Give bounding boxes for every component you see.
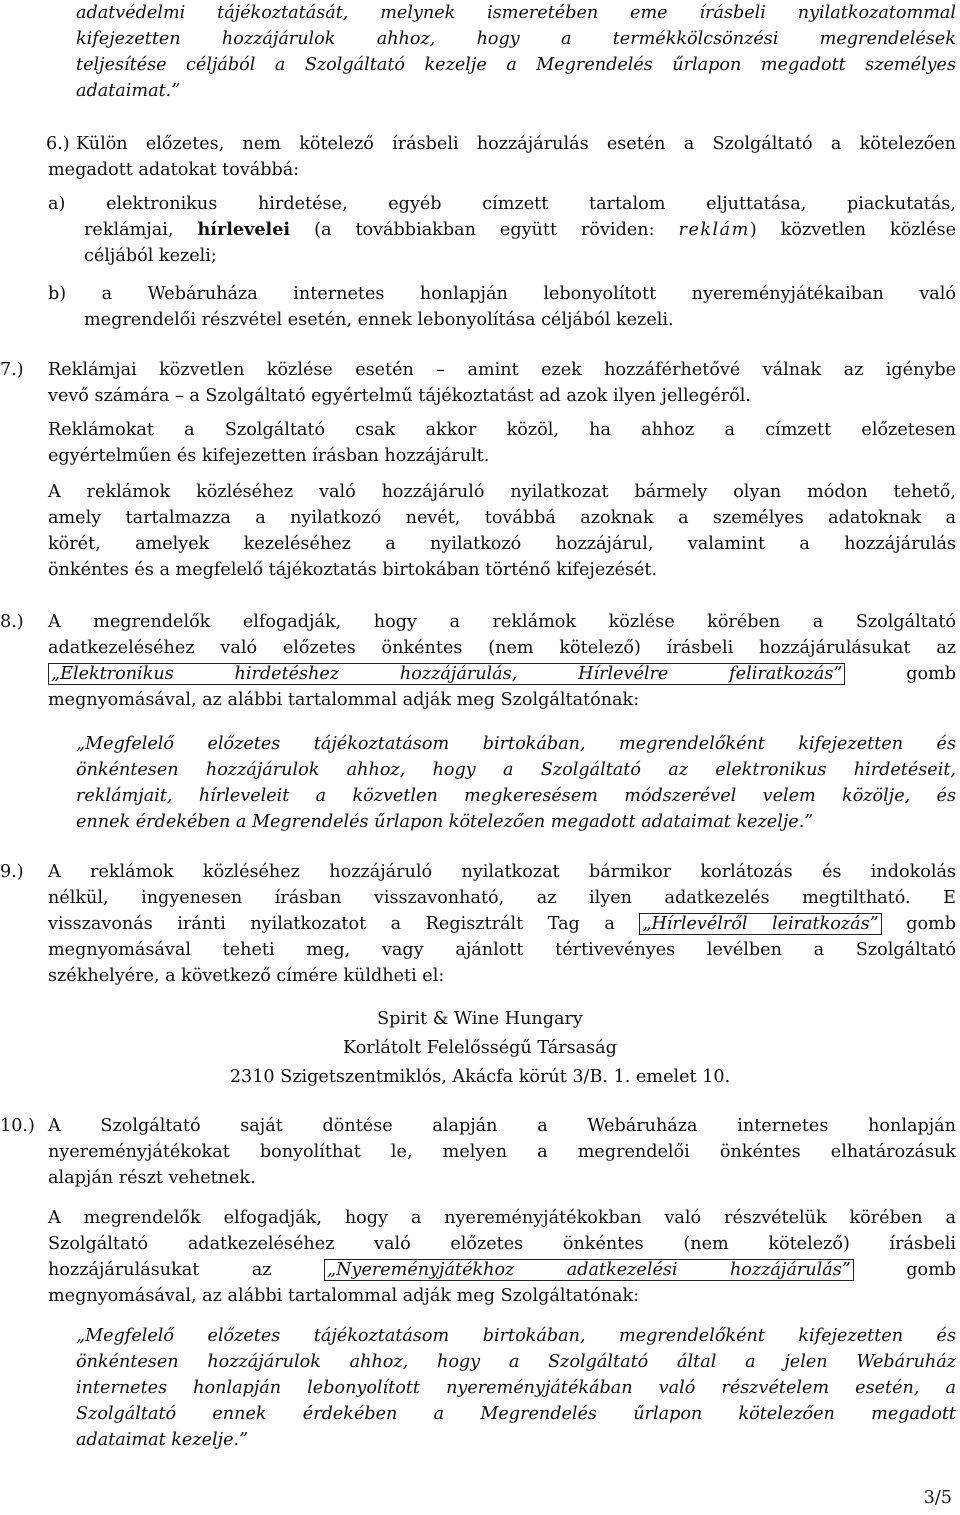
section-number: 10.) — [0, 1116, 35, 1136]
text-line — [48, 1257, 956, 1283]
text-line: nélkül, ingyenesen írásban visszavonható, az ilyen adatkezelés megtiltható. E — [48, 888, 956, 908]
company-address — [0, 1005, 960, 1092]
text-line: „Megfelelő előzetes tájékoztatásom birtokában, megrendelőként kifejezetten és — [76, 734, 956, 754]
text-line: alapján részt vehetnek. — [48, 1168, 256, 1188]
section-7-para-2 — [48, 417, 956, 469]
text-line: a) elektronikus hirdetése, egyéb címzett tartalom eljuttatása, piackutatás, — [48, 194, 956, 214]
text-line: önkéntesen hozzájárulok ahhoz, hogy a Szolgáltató az elektronikus hirdetéseit, — [76, 760, 956, 780]
text-line: megnyomásával teheti meg, vagy ajánlott tértivevényes levélben a Szolgáltató — [48, 940, 956, 960]
text-line: A megrendelők elfogadják, hogy a nyereményjátékokban való részvételük körében a — [48, 1208, 956, 1228]
section-8-quote — [76, 731, 956, 835]
section-8 — [48, 609, 956, 713]
section-6-item-b — [48, 281, 956, 333]
text-fragment: gomb — [906, 1260, 957, 1280]
section-number: 9.) — [0, 862, 24, 882]
section-6 — [48, 131, 956, 183]
text-line: Szolgáltató ennek érdekében a Megrendelés űrlapon kötelezően megadott — [76, 1404, 956, 1424]
text-line: kifejezetten hozzájárulok ahhoz, hogy a termékkölcsönzési megrendelések — [76, 29, 956, 49]
company-name: Spirit & Wine Hungary — [377, 1009, 583, 1029]
text-line: megnyomásával, az alábbi tartalommal adják meg Szolgáltatónak: — [48, 690, 640, 710]
spaced-term: reklám — [678, 220, 750, 240]
text-line: amely tartalmazza a nyilatkozó nevét, továbbá azoknak a személyes adatoknak a — [48, 508, 956, 528]
intro-quote — [76, 0, 956, 104]
section-number: 8.) — [0, 612, 24, 632]
text-line: adataimat kezelje.” — [76, 1430, 249, 1450]
text-line: megadott adatokat továbbá: — [48, 160, 300, 180]
text-line: internetes honlapján lebonyolított nyereményjátékában való részvételem esetén, a — [76, 1378, 956, 1398]
company-street: 2310 Szigetszentmiklós, Akácfa körút 3/B. 1. emelet 10. — [229, 1067, 731, 1087]
text-line: Reklámjai közvetlen közlése esetén – amint ezek hozzáférhetővé válnak az igénybe — [48, 360, 956, 380]
section-9 — [48, 859, 956, 989]
text-line: A reklámok közléséhez való hozzájáruló nyilatkozat bármely olyan módon tehető, — [48, 482, 956, 502]
text-line: megnyomásával, az alábbi tartalommal adják meg Szolgáltatónak: — [48, 1286, 640, 1306]
text-line: adatkezeléséhez való előzetes önkéntes (nem kötelező) írásbeli hozzájárulásukat az — [48, 638, 956, 658]
text-line — [48, 217, 956, 243]
section-6-item-a — [48, 191, 956, 269]
text-line: reklámjait, hírleveleit a közvetlen megkeresésem módszerével velem közölje, és — [76, 786, 956, 806]
bold-term: hírlevelei — [197, 219, 291, 240]
text-fragment: ) közvetlen közlése — [749, 220, 957, 240]
section-7 — [48, 357, 956, 409]
section-number: 6.) — [46, 134, 70, 154]
text-line: Külön előzetes, nem kötelező írásbeli hozzájárulás esetén a Szolgáltató a kötelezően — [76, 134, 956, 154]
text-fragment: reklámjai, — [84, 220, 174, 240]
text-line: önkéntes és a megfelelő tájékoztatás birtokában történő kifejezését. — [48, 560, 658, 580]
text-line — [48, 911, 956, 937]
section-10 — [48, 1113, 956, 1191]
text-line: céljából kezeli; — [84, 246, 217, 266]
text-line: A megrendelők elfogadják, hogy a reklámok közlése körében a Szolgáltató — [48, 612, 956, 632]
text-fragment: visszavonás iránti nyilatkozatot a Regisztrált Tag a — [48, 914, 615, 934]
text-line: önkéntesen hozzájárulok ahhoz, hogy a Szolgáltató által a jelen Webáruház — [76, 1352, 956, 1372]
page-number: 3/5 — [923, 1488, 952, 1508]
section-10-para-2 — [48, 1205, 956, 1309]
prize-game-consent-button-label[interactable]: „Nyereményjátékhoz adatkezelési hozzájárulás” — [324, 1259, 854, 1281]
text-line: Reklámokat a Szolgáltató csak akkor közöl, ha ahhoz a címzett előzetesen — [48, 420, 956, 440]
text-line: nyereményjátékokat bonyolíthat le, melyen a megrendelői önkéntes elhatározásuk — [48, 1142, 956, 1162]
section-number: 7.) — [0, 360, 24, 380]
unsubscribe-newsletter-button-label[interactable]: „Hírlevélről leiratkozás” — [639, 913, 881, 935]
text-fragment: gomb — [906, 914, 956, 934]
company-form: Korlátolt Felelősségű Társaság — [343, 1038, 617, 1058]
text-line: „Megfelelő előzetes tájékoztatásom birtokában, megrendelőként kifejezetten és — [76, 1326, 956, 1346]
subscribe-newsletter-button-label[interactable]: „Elektronikus hirdetéshez hozzájárulás, Hírlevélre feliratkozás” — [48, 663, 845, 685]
text-line — [48, 661, 956, 687]
text-line: székhelyére, a következő címére küldheti el: — [48, 966, 445, 986]
text-line: Szolgáltató adatkezeléséhez való előzetes önkéntes (nem kötelező) írásbeli — [48, 1234, 956, 1254]
text-fragment: gomb — [906, 664, 956, 684]
section-10-quote — [76, 1323, 956, 1453]
text-line: adataimat.” — [76, 81, 181, 101]
text-fragment: (a továbbiakban együtt röviden: — [314, 220, 655, 240]
text-line: adatvédelmi tájékoztatását, melynek ismeretében eme írásbeli nyilatkozatommal — [76, 3, 956, 23]
text-line: A Szolgáltató saját döntése alapján a Webáruháza internetes honlapján — [48, 1116, 956, 1136]
text-line: megrendelői részvétel esetén, ennek lebonyolítása céljából kezeli. — [84, 310, 674, 330]
section-7-para-3 — [48, 479, 956, 583]
text-line: egyértelműen és kifejezetten írásban hozzájárult. — [48, 446, 490, 466]
text-line: b) a Webáruháza internetes honlapján lebonyolított nyereményjátékaiban való — [48, 284, 956, 304]
text-line: vevő számára – a Szolgáltató egyértelmű tájékoztatást ad azok ilyen jellegéről. — [48, 386, 751, 406]
text-line: A reklámok közléséhez hozzájáruló nyilatkozat bármikor korlátozás és indokolás — [48, 862, 956, 882]
text-line: ennek érdekében a Megrendelés űrlapon kötelezően megadott adataimat kezelje.” — [76, 812, 814, 832]
text-line: körét, amelyek kezeléséhez a nyilatkozó hozzájárul, valamint a hozzájárulás — [48, 534, 956, 554]
text-fragment: hozzájárulásukat az — [48, 1260, 272, 1280]
text-line: teljesítése céljából a Szolgáltató kezelje a Megrendelés űrlapon megadott személyes — [76, 55, 956, 75]
